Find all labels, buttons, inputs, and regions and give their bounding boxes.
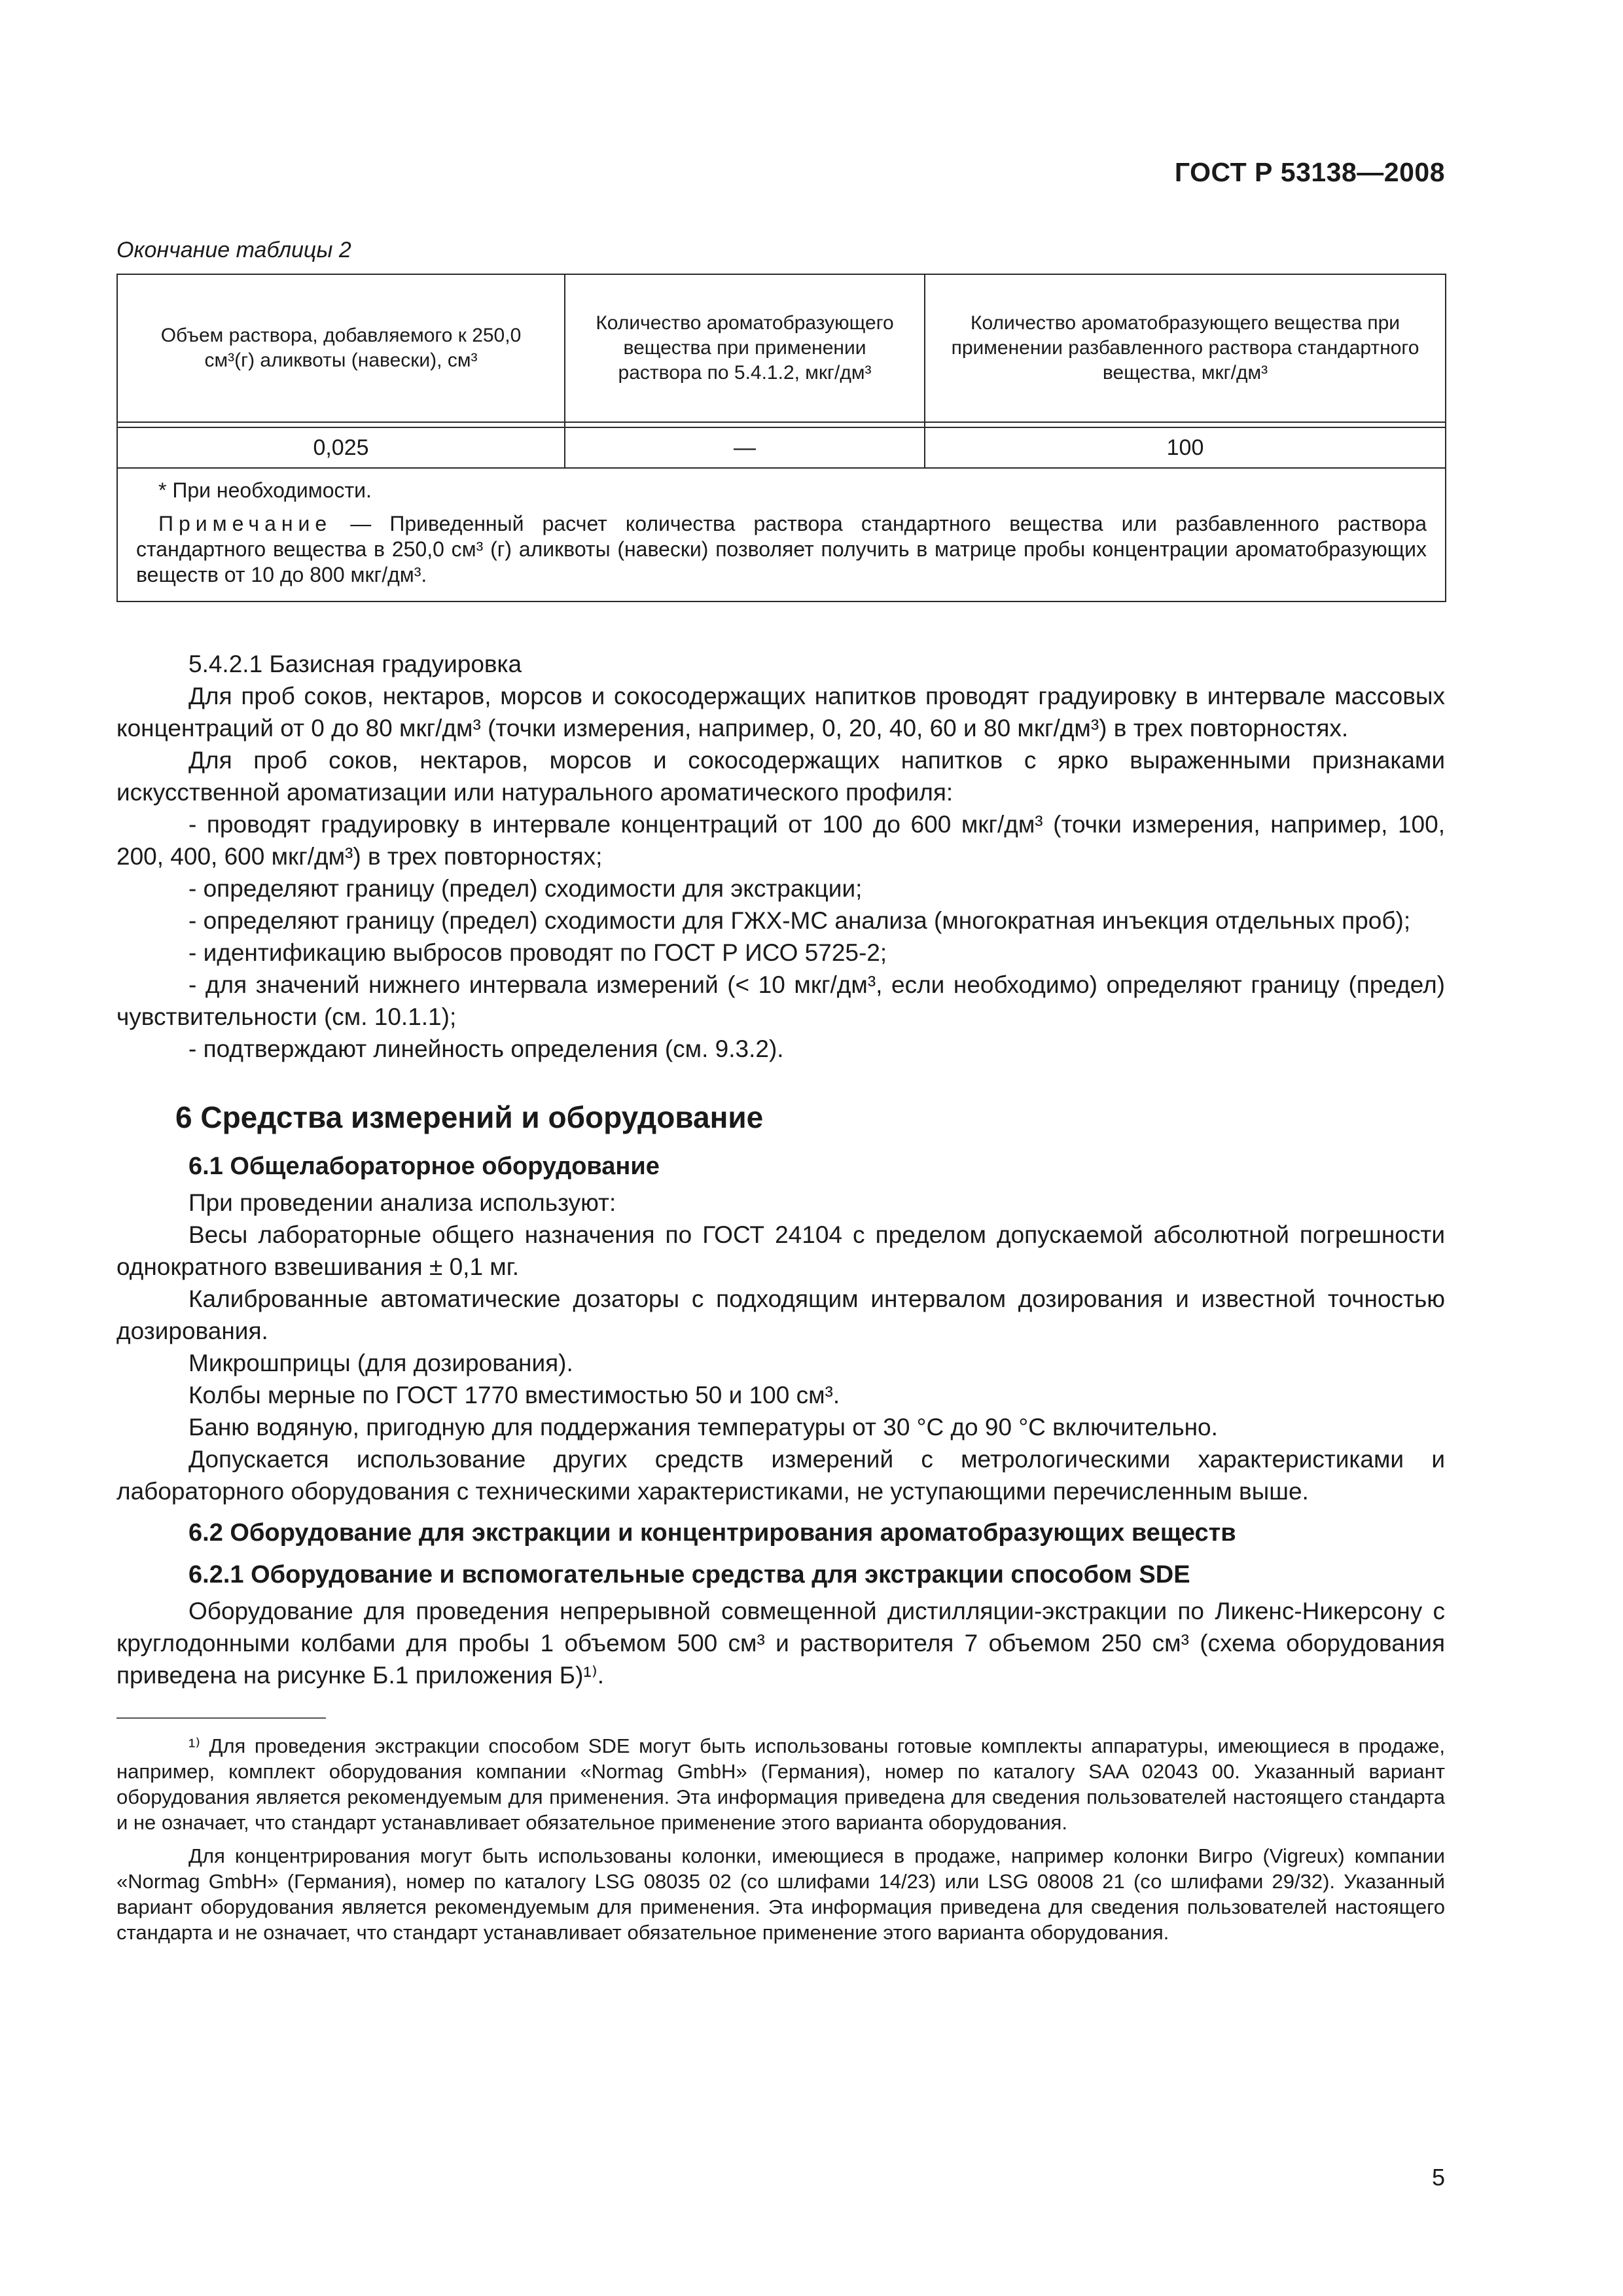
table-header-amount-solution: Количество ароматобразующего вещества при применении раствора по 5.4.1.2, мкг/дм³ bbox=[565, 274, 925, 422]
list-item: - проводят градуировку в интервале концентраций от 100 до 600 мкг/дм³ (точки измерения, например, 100, 200, 400, 600 мкг/дм³) в трех повторностях; bbox=[116, 811, 1445, 870]
footnote-divider bbox=[116, 1717, 326, 1719]
list-item: - определяют границу (предел) сходимости для ГЖХ-МС анализа (многократная инъекция отдельных проб); bbox=[188, 907, 1411, 934]
document-id-header: ГОСТ Р 53138—2008 bbox=[1174, 157, 1445, 187]
paragraph: Весы лабораторные общего назначения по ГОСТ 24104 с пределом допускаемой абсолютной погрешности однократного взвешивания ± 0,1 мг. bbox=[116, 1221, 1445, 1280]
paragraph: Баню водяную, пригодную для поддержания температуры от 30 °С до 90 °С включительно. bbox=[188, 1414, 1218, 1441]
section-title-6-2: 6.2 Оборудование для экстракции и концентрирования ароматобразующих веществ bbox=[188, 1519, 1236, 1547]
paragraph: Калиброванные автоматические дозаторы с подходящим интервалом дозирования и известной точностью дозирования. bbox=[116, 1285, 1445, 1344]
subsection-title-5-4-2-1: 5.4.2.1 Базисная градуировка bbox=[188, 651, 522, 677]
section-title-6: 6 Средства измерений и оборудование bbox=[175, 1100, 764, 1134]
section-title-6-1: 6.1 Общелабораторное оборудование bbox=[188, 1153, 660, 1180]
paragraph: Оборудование для проведения непрерывной совмещенной дистилляции-экстракции по Ликенс-Никерсону с круглодонными колбами для пробы 1 объемом 500 см³ и растворителя 7 объемом 250 см³ (схема оборудования приведена на рисунке Б.1 приложения Б)¹⁾. bbox=[116, 1598, 1445, 1689]
paragraph: Допускается использование других средств измерений с метрологическими характеристиками и лабораторного оборудования с техническими характеристиками, не уступающими перечисленным выше. bbox=[116, 1446, 1445, 1505]
list-item: - идентификацию выбросов проводят по ГОСТ Р ИСО 5725-2; bbox=[188, 939, 887, 966]
cell-amount-solution: — bbox=[565, 427, 925, 468]
list-item: - подтверждают линейность определения (см. 9.3.2). bbox=[188, 1035, 784, 1062]
document-page bbox=[116, 0, 1445, 2296]
cell-amount-diluted: 100 bbox=[925, 427, 1446, 468]
paragraph: Колбы мерные по ГОСТ 1770 вместимостью 50 и 100 см³. bbox=[188, 1382, 840, 1408]
paragraph: При проведении анализа используют: bbox=[188, 1189, 616, 1216]
paragraph: Для проб соков, нектаров, морсов и сокосодержащих напитков проводят градуировку в интервале массовых концентраций от 0 до 80 мкг/дм³ (точки измерения, например, 0, 20, 40, 60 и 80 мкг/дм³) в трех повторностях. bbox=[116, 683, 1445, 742]
footnotes bbox=[116, 1733, 1445, 1945]
paragraph: Микрошприцы (для дозирования). bbox=[188, 1350, 573, 1376]
document-body bbox=[116, 648, 1445, 1953]
section-title-6-2-1: 6.2.1 Оборудование и вспомогательные средства для экстракции способом SDE bbox=[188, 1561, 1190, 1588]
table-notes bbox=[117, 468, 1446, 601]
table-header-volume: Объем раствора, добавляемого к 250,0 см³(г) аликвоты (навески), см³ bbox=[117, 274, 565, 422]
paragraph: Для проб соков, нектаров, морсов и сокосодержащих напитков с ярко выраженными признаками искусственной ароматизации или натурального ароматического профиля: bbox=[116, 747, 1445, 806]
note-text: — Приведенный расчет количества раствора стандартного вещества или разбавленного раствора стандартного вещества в 250,0 см³ (г) аликвоты (навески) позволяет получить в матрице пробы концентрации ароматобразующих веществ от 10 до 800 мкг/дм³. bbox=[136, 512, 1427, 586]
footnote: Для концентрирования могут быть использованы колонки, имеющиеся в продаже, например колонки Вигро (Vigreux) компании «Normag GmbH» (Германия), номер по каталогу LSG 08035 02 (со шлифами 14/23) или LSG 08008 21 (со шлифами 29/32). Указанный вариант оборудования является рекомендуемым для применения. Эта информация приведена для сведения пользователей настоящего стандарта и не означает, что стандарт устанавливает обязательное применение этого варианта оборудования. bbox=[116, 1844, 1445, 1944]
table-2 bbox=[116, 274, 1446, 602]
cell-volume: 0,025 bbox=[117, 427, 565, 468]
table-footnote-star: * При необходимости. bbox=[158, 478, 372, 502]
table-note bbox=[136, 511, 1427, 588]
list-item: - определяют границу (предел) сходимости для экстракции; bbox=[188, 875, 863, 902]
page-number: 5 bbox=[1431, 2164, 1445, 2191]
note-label: Примечание bbox=[158, 512, 332, 535]
table-caption: Окончание таблицы 2 bbox=[116, 238, 351, 262]
table-row bbox=[117, 427, 1446, 468]
table-header-amount-diluted: Количество ароматобразующего вещества при применении разбавленного раствора стандартного вещества, мкг/дм³ bbox=[925, 274, 1446, 422]
list-item: - для значений нижнего интервала измерений (< 10 мкг/дм³, если необходимо) определяют границу (предел) чувствительности (см. 10.1.1); bbox=[116, 971, 1445, 1030]
footnote: ¹⁾ Для проведения экстракции способом SDE могут быть использованы готовые комплекты аппаратуры, имеющиеся в продаже, например, комплект оборудования компании «Normag GmbH» (Германия), номер по каталогу SAA 02043 00. Указанный вариант оборудования является рекомендуемым для применения. Эта информация приведена для сведения пользователей настоящего стандарта и не означает, что стандарт устанавливает обязательное применение этого варианта оборудования. bbox=[116, 1734, 1445, 1834]
